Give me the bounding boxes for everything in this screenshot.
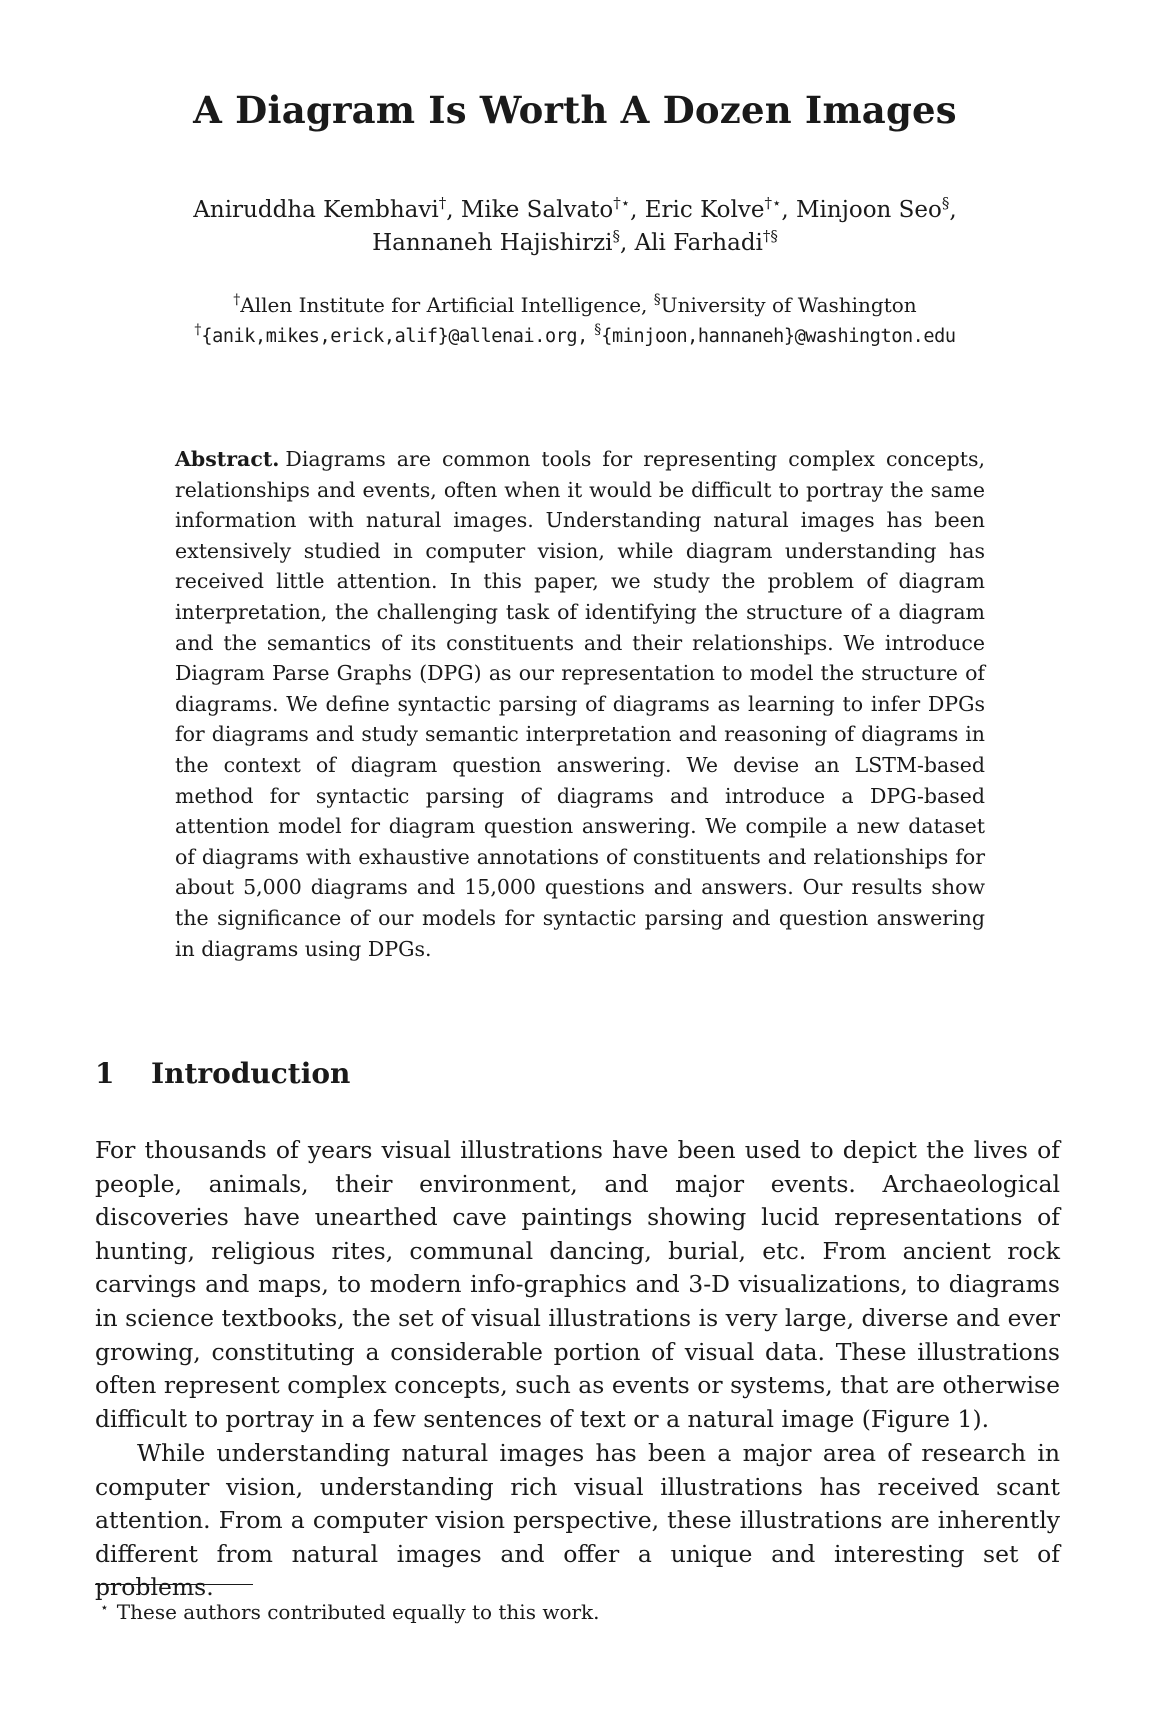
- author-name: Minjoon Seo: [796, 197, 942, 223]
- email-line: [0, 320, 1150, 352]
- author-mark: §: [612, 227, 620, 245]
- email-address: {anik,mikes,erick,alif}@allenai.org,: [201, 326, 588, 347]
- affiliation-line: [0, 290, 1150, 320]
- author-list: Aniruddha Kembhavi†, Mike Salvato†⋆, Eric Kolve†⋆, Minjoon Seo§, Hannaneh Hajishirzi§, Ali Farhadi†§: [193, 194, 957, 256]
- footnote-text: These authors contributed equally to this work.: [116, 1600, 600, 1624]
- author-name: Aniruddha Kembhavi: [193, 197, 439, 223]
- author-mark: †§: [762, 227, 778, 245]
- affiliation-mark: §: [653, 292, 661, 308]
- paragraph: While understanding natural images has been a major area of research in computer vision, understanding rich visual illustrations has received scant attention. From a computer vision perspective, these illustrations are inherently different from natural images and offer a unique and interesting set of problems.: [95, 1439, 1060, 1602]
- section-title: Introduction: [151, 1057, 351, 1090]
- footnote-mark: ⋆: [100, 1600, 109, 1616]
- affiliation-text: University of Washington: [660, 293, 917, 317]
- author-mark: †⋆: [613, 194, 631, 212]
- author-name: Ali Farhadi: [634, 230, 763, 256]
- affiliation-text: Allen Institute for Artificial Intelligence,: [240, 293, 654, 317]
- section-heading: [95, 1057, 350, 1090]
- author-name: Hannaneh Hajishirzi: [372, 230, 613, 256]
- abstract-label: Abstract.: [175, 447, 280, 471]
- author-mark: §: [941, 194, 950, 212]
- author-name: Mike Salvato: [460, 197, 614, 223]
- footnote-divider: [95, 1584, 253, 1585]
- email-address: {minjoon,hannaneh}@washington.edu: [601, 326, 956, 347]
- section-number: 1: [95, 1057, 115, 1090]
- author-mark: †: [438, 194, 447, 212]
- affiliation-mark: †: [194, 322, 202, 338]
- paragraph: For thousands of years visual illustrations have been used to depict the lives of people, animals, their environment, and major events. Archaeological discoveries have unearthed cave paintings showing lucid representations of hunting, religious rites, communal dancing, burial, etc. From ancient rock carvings and maps, to modern info-graphics and 3-D visualizations, to diagrams in science textbooks, the set of visual illustrations is very large, diverse and ever growing, constituting a considerable portion of visual data. These illustrations often represent complex concepts, such as events or systems, that are otherwise difficult to portray in a few sentences of text or a natural image (Figure 1).: [95, 1136, 1060, 1433]
- author-mark: †⋆: [764, 194, 782, 212]
- footnote: [100, 1595, 600, 1625]
- author-name: Eric Kolve: [644, 197, 765, 223]
- paper-title: A Diagram Is Worth A Dozen Images: [193, 88, 957, 132]
- abstract-text: Diagrams are common tools for representing complex concepts, relationships and events, often when it would be difficult to portray the same information with natural images. Understanding natural images has been extensively studied in computer vision, while diagram understanding has received little attention. In this paper, we study the problem of diagram interpretation, the challenging task of identifying the structure of a diagram and the semantics of its constituents and their relationships. We introduce Diagram Parse Graphs (DPG) as our representation to model the structure of diagrams. We define syntactic parsing of diagrams as learning to infer DPGs for diagrams and study semantic interpretation and reasoning of diagrams in the context of diagram question answering. We devise an LSTM-based method for syntactic parsing of diagrams and introduce a DPG-based attention model for diagram question answering. We compile a new dataset of diagrams with exhaustive annotations of constituents and relationships for about 5,000 diagrams and 15,000 questions and answers. Our results show the significance of our models for syntactic parsing and question answering in diagrams using DPGs.: [175, 447, 985, 961]
- abstract: [175, 444, 985, 964]
- affiliations: [0, 290, 1150, 352]
- affiliation-mark: §: [594, 322, 602, 338]
- affiliation-mark: †: [233, 292, 241, 308]
